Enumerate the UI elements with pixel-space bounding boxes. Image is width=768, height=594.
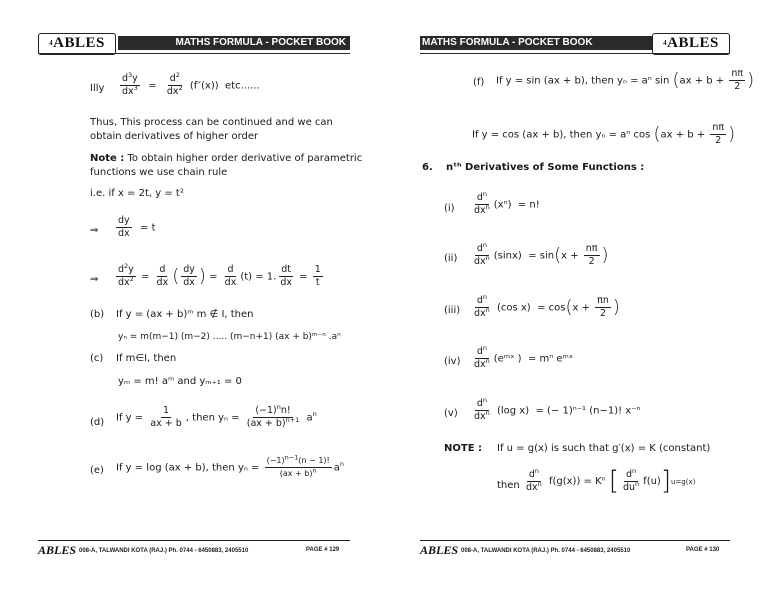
footer-rule [420,540,730,541]
item-d-equation: If y = $\frac{1}{ax + b}$ , then yₙ = $\frac{(-1)^nn!}{(ax + b)^{n+1}}$ $a^n$ [116,402,317,429]
illy-equation: $\frac{d^3y}{dx^3}$ = $\frac{d^2}{dx^2}$ (f″(x)) etc...... [122,70,260,97]
item-d-text: If y = [116,412,144,424]
item-ii-label: (ii) [444,253,458,264]
logo-superscript: 4 [49,39,54,47]
implies-1: ⇒ [90,225,99,236]
item-e-equation: If y = log (ax + b), then yₙ = $\frac{(-1)^{n-1}(n - 1)!}{(ax + b)^n}$ $a^n$ [116,453,345,478]
ables-logo [652,33,730,55]
note-label: NOTE : [444,443,483,454]
item-b-result: yₙ = m(m−1) (m−2) ..... (m−n+1) (ax + b)ᵐ⁻ⁿ .aⁿ [118,332,341,342]
item-f-label: (f) [473,77,485,88]
logo-text: ABLES [667,35,719,51]
then-label: then [497,480,520,491]
item-ii-equation: $\frac{d^n}{dx^n}$ (sinx) = sin(x + $\frac{n\pi}{2}$ ) [474,240,609,267]
item-f2-equation: If y = cos (ax + b), then yₙ = aⁿ cos (ax + b + $\frac{n\pi}{2}$ ) [472,122,736,146]
section-title: nᵗʰ Derivatives of Some Functions : [446,162,645,173]
footer-address: 008-A, TALWANDI KOTA (RAJ.) Ph. 0744 - 6450883, 2405510 [461,548,631,554]
header-rule [420,53,730,54]
illy-label: Illy [90,83,105,94]
ie-line: i.e. if x = 2t, y = t² [90,188,184,199]
item-b-label: (b) [90,309,105,320]
logo-text: ABLES [53,35,105,51]
item-c-label: (c) [90,353,104,364]
then-subscript: u=g(x) [671,478,696,486]
page-number: PAGE # 130 [686,547,720,553]
second-derivative-equation: $\frac{d^2y}{dx^2}$ = $\frac{d}{dx}$ ( $\frac{dy}{dx}$ ) = $\frac{d}{dx}$ (t) = 1. $\frac{dt}{dx}$ = $\frac{1}{t}$ [118,261,321,288]
item-iii-result: = cos [537,302,566,314]
item-b-text: If y = (ax + b)ᵐ m ∉ I, then [116,309,254,320]
item-i-equation: $\frac{d^n}{dx^n}$ (xⁿ) = n! [474,189,540,216]
item-e-text: If y = log (ax + b), then yₙ = [116,462,260,474]
item-v-func: (log x) [496,405,530,417]
item-e-label: (e) [90,465,104,476]
item-ii-func: (sinx) [493,250,522,262]
footer-address: 008-A, TALWANDI KOTA (RAJ.) Ph. 0744 - 6450883, 2405510 [79,548,249,554]
para1-line1: Thus, This process can be continued and we can [90,117,333,128]
item-v-result: = (− 1)ⁿ⁻¹ (n−1)! x⁻ⁿ [535,405,641,417]
item-iv-func: (eᵐˣ ) [493,353,522,365]
dy-dx-equation: $\frac{dy}{dx}$ = t [118,215,156,239]
item-d-then: , then yₙ = [185,412,240,424]
logo-superscript: 4 [663,39,668,47]
item-iv-equation: $\frac{d^n}{dx^n}$ (eᵐˣ ) = mⁿ eᵐˣ [474,343,574,370]
illy-suffix: etc...... [225,80,260,92]
then-mid: f(g(x)) = Kⁿ [548,476,606,487]
item-v-label: (v) [444,408,458,419]
footer-logo: ABLES [420,543,459,557]
item-i-label: (i) [444,203,455,214]
item-i-result: = n! [517,199,540,211]
item-ii-result: = sin [528,250,555,262]
then-equation: $\frac{d^n}{dx^n}$ f(g(x)) = Kⁿ [ $\frac{d^n}{du^n}$ f(u)]u=g(x) [526,466,696,496]
note-label: Note : [90,153,125,164]
note-text: To obtain higher order derivative of parametric [127,153,363,164]
implies-2: ⇒ [90,274,99,285]
item-f2-text: If y = cos (ax + b), then yₙ = aⁿ cos [472,129,651,141]
note-line1 [90,152,362,165]
item-i-func: (xⁿ) [493,199,512,211]
ables-logo [38,33,116,55]
item-c-result: yₘ = m! aᵐ and yₘ₊₁ = 0 [118,376,242,387]
item-d-label: (d) [90,417,105,428]
item-iii-equation: $\frac{d^n}{dx^n}$ (cos x) = cos(x + $\frac{\pi n}{2}$ ) [474,292,620,319]
item-iii-func: (cos x) [496,302,531,314]
item-iii-label: (iii) [444,305,461,316]
header-title: MATHS FORMULA - POCKET BOOK [420,36,652,50]
item-f-text: If y = sin (ax + b), then yₙ = aⁿ sin [496,75,670,87]
footer-rule [38,540,350,541]
section-number: 6. [422,162,433,173]
note-text: If u = g(x) is such that g′(x) = K (constant) [497,443,711,454]
item-iv-result: = mⁿ eᵐˣ [527,353,574,365]
right-page [384,0,768,594]
item-iv-label: (iv) [444,356,461,367]
footer-logo: ABLES [38,543,77,557]
item-f-equation: If y = sin (ax + b), then yₙ = aⁿ sin (ax + b + $\frac{n\pi}{2}$ ) [496,68,755,92]
page-number: PAGE # 129 [306,547,340,553]
para1-line2: obtain derivatives of higher order [90,131,259,142]
note-line2: functions we use chain rule [90,167,228,178]
header-rule [38,53,350,54]
item-v-equation: $\frac{d^n}{dx^n}$ (log x) = (− 1)ⁿ⁻¹ (n−1)! x⁻ⁿ [474,395,641,422]
header-title: MATHS FORMULA - POCKET BOOK [118,36,350,50]
item-c-text: If m∈I, then [116,353,177,364]
dy-dx-result: = t [140,222,156,234]
